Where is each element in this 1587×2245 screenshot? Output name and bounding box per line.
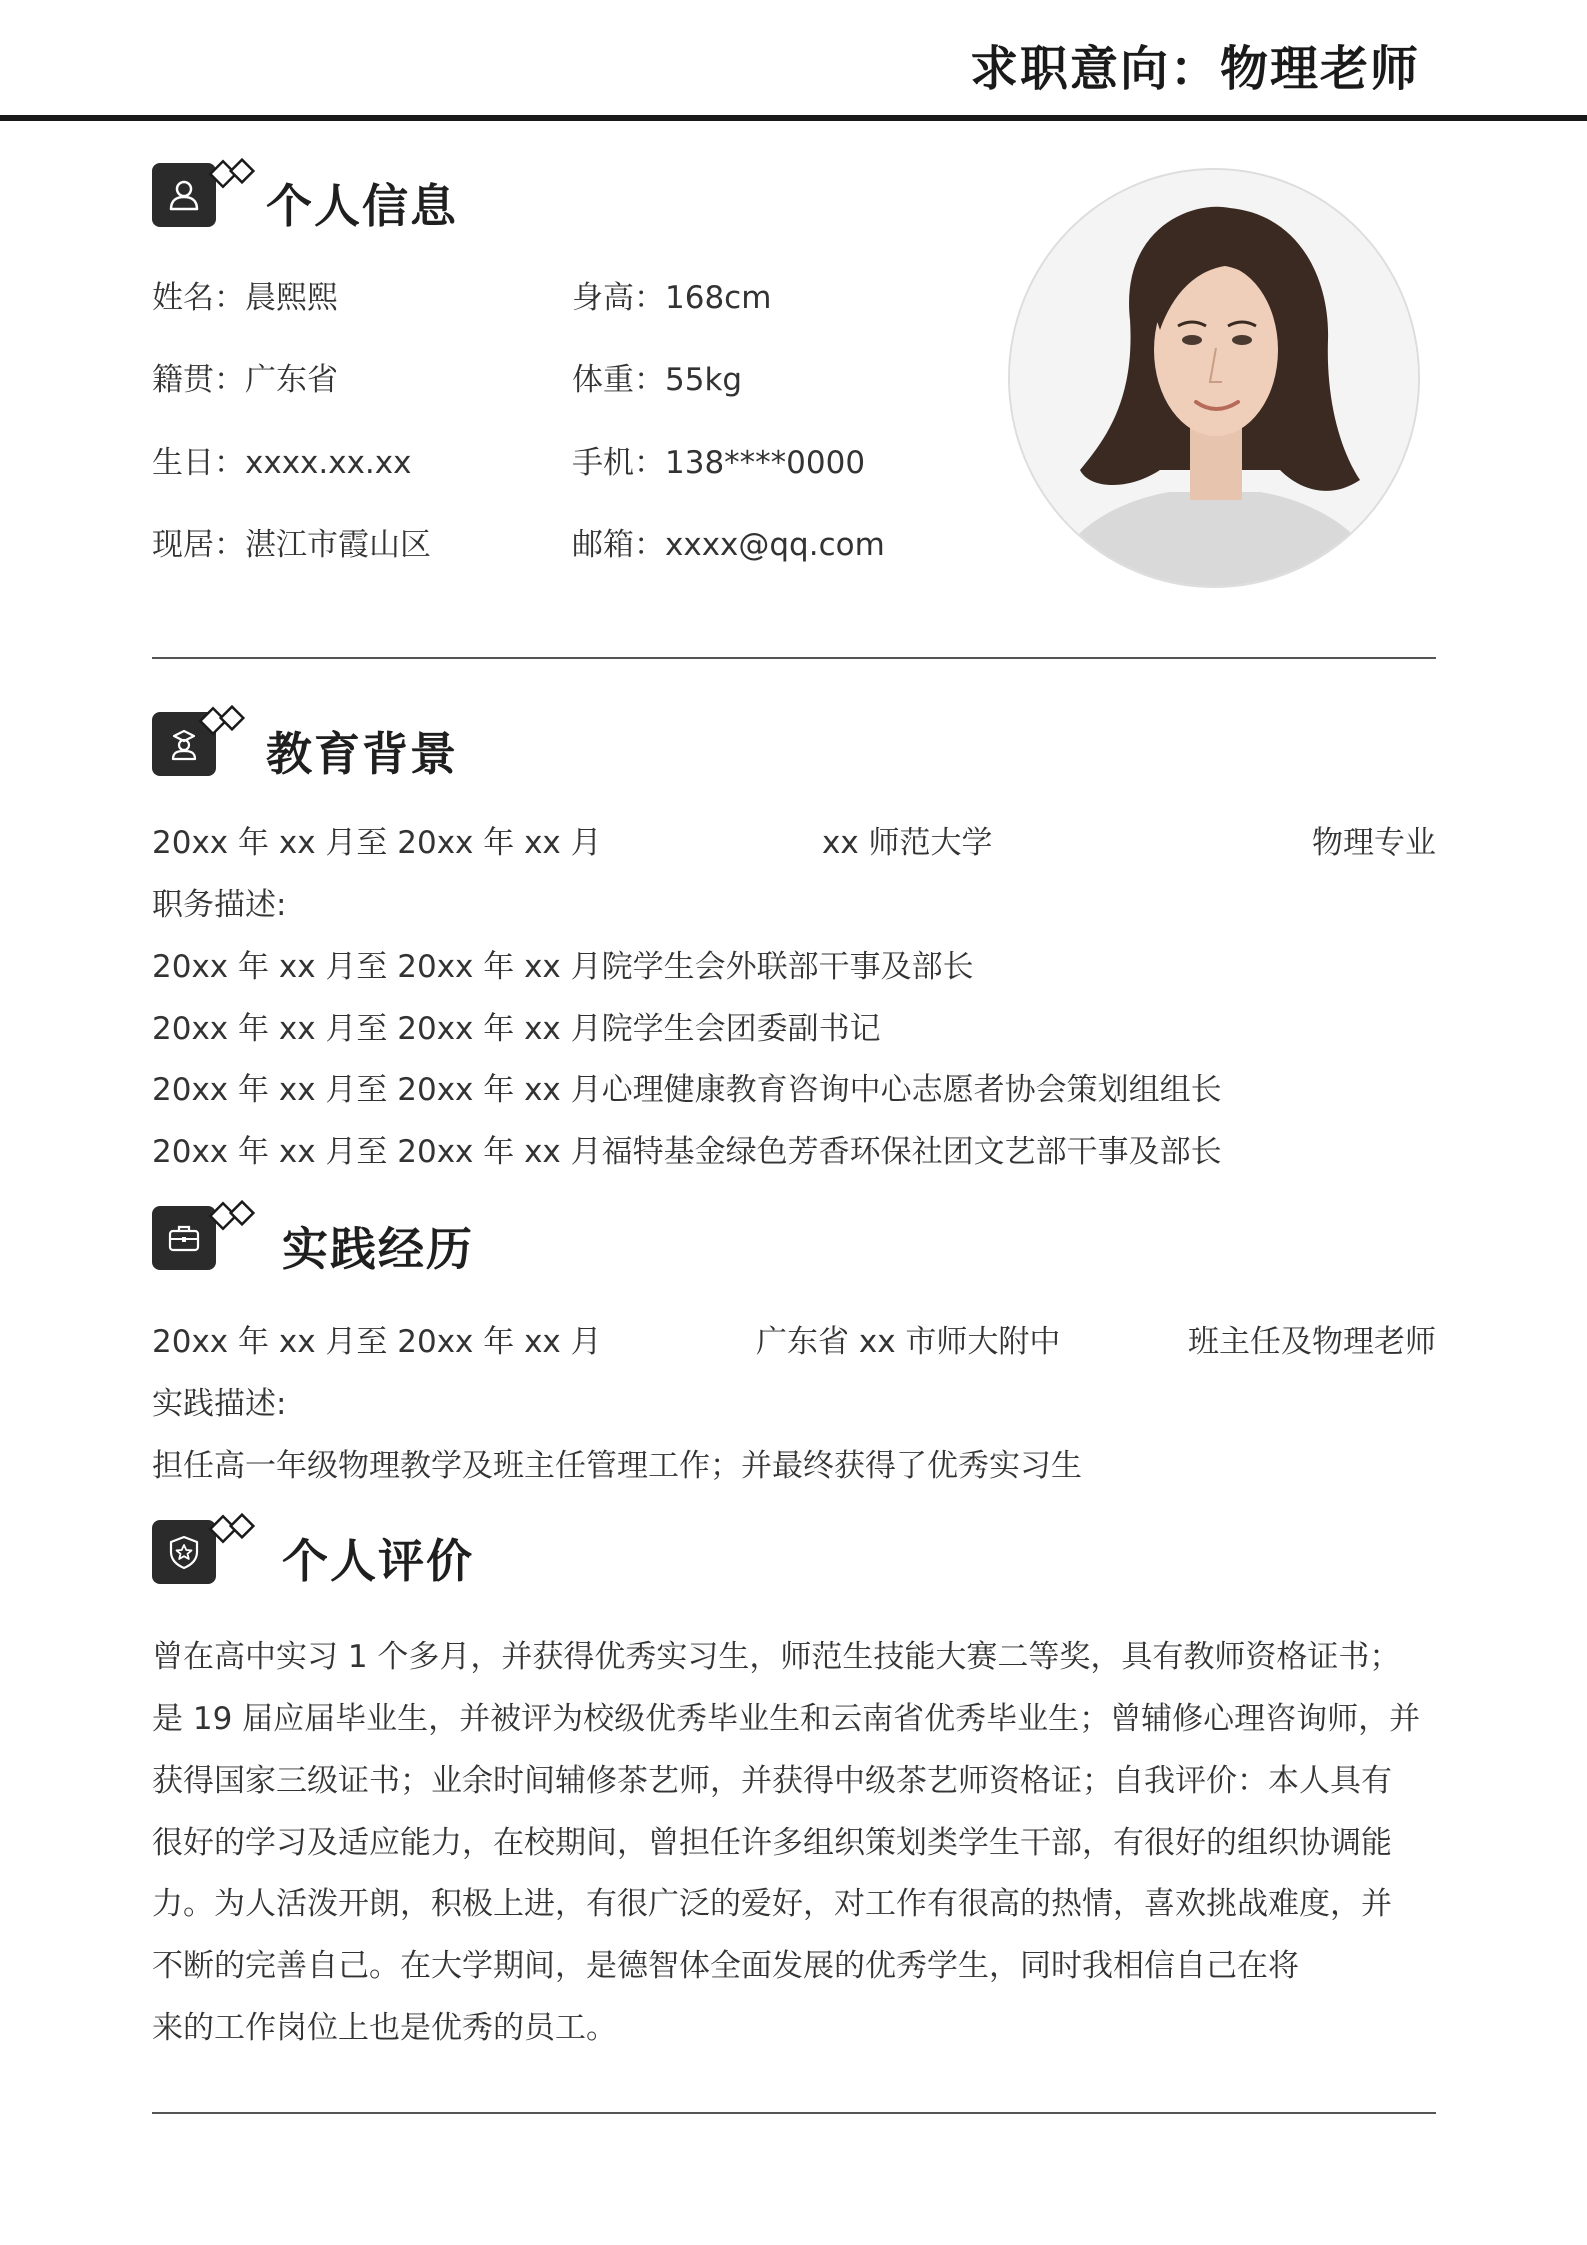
evaluation-line: 不断的完善自己。在大学期间，是德智体全面发展的优秀学生，同时我相信自己在将: [152, 1948, 1299, 1984]
section-title-personal: 个人信息: [266, 179, 458, 233]
field-residence: 现居：湛江市霞山区: [152, 527, 431, 563]
section-title-evaluation: 个人评价: [282, 1534, 474, 1588]
profile-photo: [1008, 168, 1420, 588]
education-major: 物理专业: [1312, 825, 1436, 861]
evaluation-line: 力。为人活泼开朗，积极上进，有很广泛的爱好，对工作有很高的热情，喜欢挑战难度，并: [152, 1886, 1392, 1922]
diamond-decoration-icon: [208, 1510, 268, 1554]
evaluation-line: 曾在高中实习 1 个多月，并获得优秀实习生，师范生技能大赛二等奖，具有教师资格证书；: [152, 1639, 1401, 1675]
user-icon: [152, 163, 216, 227]
field-hometown: 籍贯：广东省: [152, 362, 338, 398]
education-item: 20xx 年 xx 月至 20xx 年 xx 月院学生会团委副书记: [152, 1011, 881, 1047]
education-school: xx 师范大学: [822, 825, 993, 861]
evaluation-line: 获得国家三级证书；业余时间辅修茶艺师，并获得中级茶艺师资格证；自我评价：本人具有: [152, 1763, 1392, 1799]
education-desc-label: 职务描述:: [152, 887, 287, 923]
diamond-decoration-icon: [208, 1197, 268, 1241]
practice-role: 班主任及物理老师: [1188, 1324, 1436, 1360]
field-height: 身高：168cm: [572, 280, 772, 316]
diamond-decoration-icon: [198, 702, 258, 746]
education-item: 20xx 年 xx 月至 20xx 年 xx 月院学生会外联部干事及部长: [152, 949, 974, 985]
field-email: 邮箱：xxxx@qq.com: [572, 527, 885, 563]
star-shield-icon: [152, 1520, 216, 1584]
education-item: 20xx 年 xx 月至 20xx 年 xx 月心理健康教育咨询中心志愿者协会策划组组长: [152, 1072, 1222, 1108]
evaluation-line: 很好的学习及适应能力，在校期间，曾担任许多组织策划类学生干部，有很好的组织协调能: [152, 1825, 1392, 1861]
section-divider: [152, 2112, 1436, 2114]
education-period: 20xx 年 xx 月至 20xx 年 xx 月: [152, 825, 602, 861]
practice-place: 广东省 xx 市师大附中: [756, 1324, 1061, 1360]
education-item: 20xx 年 xx 月至 20xx 年 xx 月福特基金绿色芳香环保社团文艺部干事及部长: [152, 1134, 1222, 1170]
diamond-decoration-icon: [208, 155, 268, 199]
practice-desc: 担任高一年级物理教学及班主任管理工作；并最终获得了优秀实习生: [152, 1448, 1082, 1484]
section-divider: [152, 657, 1436, 659]
field-birthday: 生日：xxxx.xx.xx: [152, 445, 412, 481]
evaluation-line: 是 19 届应届毕业生，并被评为校级优秀毕业生和云南省优秀毕业生；曾辅修心理咨询师，并: [152, 1701, 1421, 1737]
job-intent-title: 求职意向：物理老师: [969, 41, 1420, 97]
briefcase-icon: [152, 1206, 216, 1270]
field-weight: 体重：55kg: [572, 362, 743, 398]
evaluation-line: 来的工作岗位上也是优秀的员工。: [152, 2010, 617, 2046]
practice-period: 20xx 年 xx 月至 20xx 年 xx 月: [152, 1324, 602, 1360]
section-title-education: 教育背景: [266, 727, 458, 781]
section-title-practice: 实践经历: [282, 1222, 474, 1276]
header-divider: [0, 115, 1587, 121]
practice-desc-label: 实践描述:: [152, 1386, 287, 1422]
field-name: 姓名：晨熙熙: [152, 280, 338, 316]
field-phone: 手机：138****0000: [572, 445, 866, 481]
